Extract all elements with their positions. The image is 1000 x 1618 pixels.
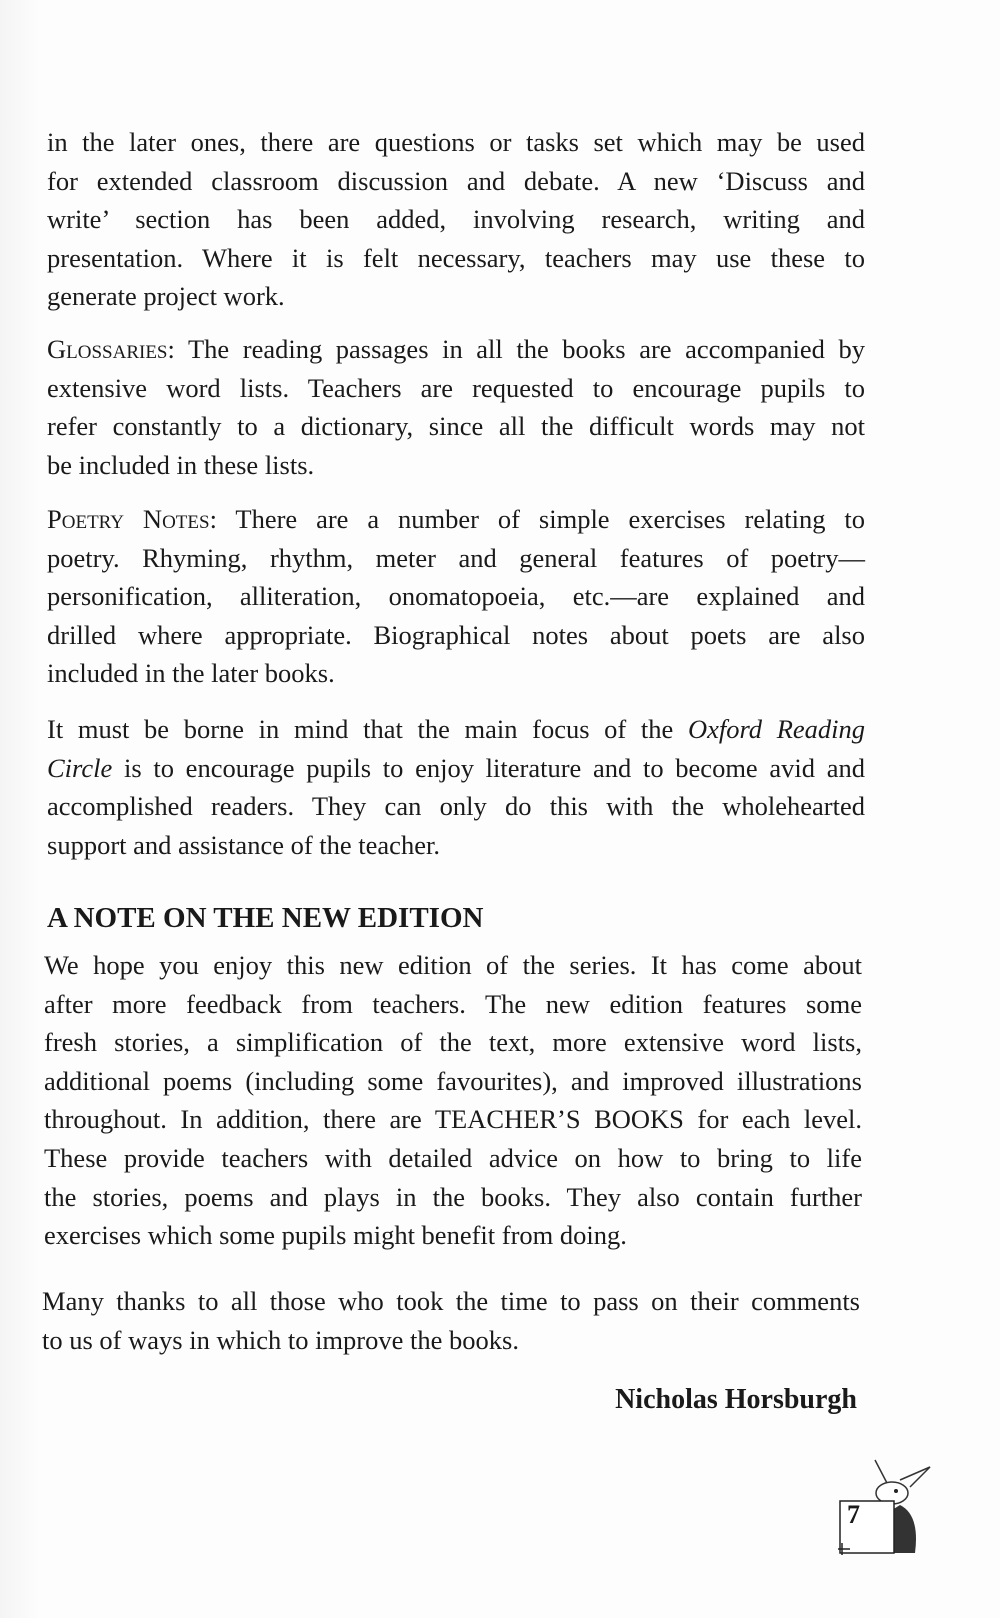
text-line — [47, 200, 865, 239]
text-segment: included in the later books. — [47, 658, 335, 689]
italic-title: Circle — [47, 752, 113, 783]
text-segment: It must be borne in mind that the main focus of the — [47, 714, 688, 744]
text-line — [44, 1062, 862, 1101]
text-line — [47, 446, 865, 485]
text-line — [42, 1282, 860, 1321]
text-segment: support and assistance of the teacher. — [47, 829, 440, 860]
text-line — [42, 1321, 860, 1360]
text-segment: in the later ones, there are questions or tasks set which may be used — [47, 127, 865, 157]
text-line — [44, 1178, 862, 1217]
text-segment: drilled where appropriate. Biographical notes about poets are also — [47, 619, 865, 650]
paragraph-poetry-notes — [47, 500, 865, 693]
text-line — [47, 539, 865, 578]
text-segment: generate project work. — [47, 281, 285, 312]
text-line — [44, 1100, 862, 1139]
text-segment: exercises which some pupils might benefit from doing. — [44, 1220, 627, 1251]
run-in-heading: Poetry Notes: — [47, 504, 217, 534]
text-segment: to us of ways in which to improve the books. — [42, 1324, 519, 1355]
paragraph-new-edition — [44, 946, 862, 1255]
text-line — [47, 330, 865, 369]
text-segment: throughout. In addition, there are TEACHER’S BOOKS for each level. — [44, 1104, 862, 1135]
text-segment: personification, alliteration, onomatopoeia, etc.—are explained and — [47, 581, 865, 612]
text-line — [47, 369, 865, 408]
text-segment: after more feedback from teachers. The new edition features some — [44, 988, 862, 1019]
run-in-heading: Glossaries: — [47, 334, 175, 364]
text-segment: poetry. Rhyming, rhythm, meter and general features of poetry— — [47, 542, 865, 573]
text-line — [44, 1216, 862, 1255]
text-segment: We hope you enjoy this new edition of the series. It has come about — [44, 950, 862, 980]
text-line — [47, 826, 865, 865]
text-line — [47, 162, 865, 201]
text-segment: for extended classroom discussion and debate. A new ‘Discuss and — [47, 165, 865, 196]
text-segment: fresh stories, a simplification of the text, more extensive word lists, — [44, 1027, 862, 1058]
text-line — [47, 616, 865, 655]
author-signature: Nicholas Horsburgh — [615, 1384, 857, 1415]
text-line — [44, 946, 862, 985]
text-line — [47, 577, 865, 616]
text-segment: refer constantly to a dictionary, since all the difficult words may not — [47, 411, 865, 442]
paragraph-thanks — [42, 1282, 860, 1359]
text-line — [47, 500, 865, 539]
text-segment: extensive word lists. Teachers are requested to encourage pupils to — [47, 372, 865, 403]
page-number: 7 — [847, 1500, 860, 1529]
text-line — [47, 123, 865, 162]
paragraph-activities — [47, 123, 865, 316]
text-line — [47, 654, 865, 693]
text-line — [47, 239, 865, 278]
text-segment: is to encourage pupils to enjoy literature and to become avid and — [112, 752, 865, 783]
text-line — [44, 1139, 862, 1178]
text-segment: These provide teachers with detailed advice on how to bring to life — [44, 1142, 862, 1173]
text-line — [47, 407, 865, 446]
text-segment: accomplished readers. They can only do this with the wholehearted — [47, 791, 865, 822]
text-segment: The reading passages in all the books are accompanied by — [174, 334, 865, 364]
paragraph-main-focus — [47, 710, 865, 864]
text-segment: the stories, poems and plays in the books. They also contain further — [44, 1181, 862, 1212]
text-line — [44, 985, 862, 1024]
text-line — [47, 787, 865, 826]
text-segment: write’ section has been added, involving research, writing and — [47, 204, 865, 235]
text-segment: Many thanks to all those who took the time to pass on their comments — [42, 1286, 860, 1316]
italic-title: Oxford Reading — [687, 714, 866, 744]
paragraph-glossaries — [47, 330, 865, 484]
text-segment: additional poems (including some favourites), and improved illustrations — [44, 1065, 862, 1096]
text-line — [44, 1023, 862, 1062]
page-edge-shadow — [0, 0, 40, 1618]
text-segment: There are a number of simple exercises relating to — [216, 504, 865, 534]
section-heading: A NOTE ON THE NEW EDITION — [47, 902, 484, 934]
text-line — [47, 710, 865, 749]
text-line — [47, 749, 865, 788]
text-segment: be included in these lists. — [47, 449, 315, 480]
text-segment: presentation. Where it is felt necessary, teachers may use these to — [47, 242, 865, 273]
text-line — [47, 277, 865, 316]
